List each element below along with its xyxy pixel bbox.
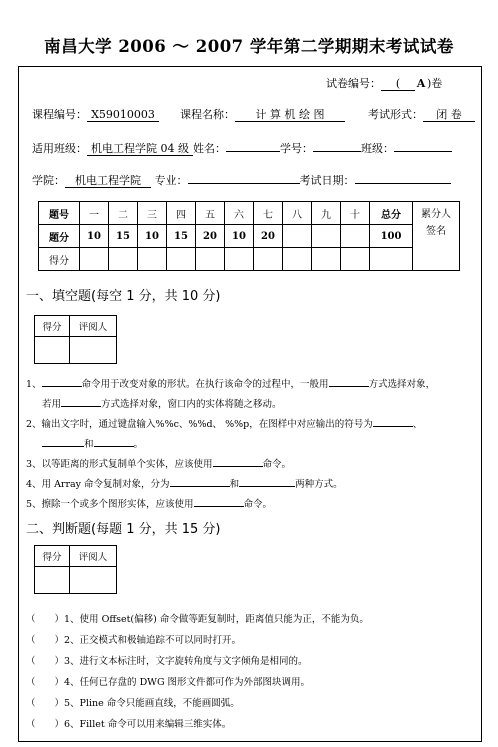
score-cell: 20: [196, 225, 225, 248]
score-row-question: [39, 202, 460, 225]
score-cell: 十: [341, 202, 370, 225]
course-no-label: 课程编号：: [32, 108, 87, 121]
q2-blank-3[interactable]: [94, 436, 134, 447]
question-5: [26, 496, 272, 510]
score-cell: 得分: [39, 248, 80, 271]
judge-item-4: （ ）4、任何已存盘的 DWG 图形文件都可作为外部图块调用。: [26, 677, 311, 688]
paper-version: A: [416, 77, 426, 90]
course-info-row: [32, 106, 475, 122]
q1-text-4: 方式选择对象，窗口内的实体将随之移动。: [101, 399, 282, 410]
section1-title: 一、填空题(每空 1 分，共 10 分): [26, 289, 221, 304]
q1-blank-2[interactable]: [329, 376, 369, 387]
score-cell: 总分: [370, 202, 413, 225]
q1-blank-1[interactable]: [42, 376, 82, 387]
grader-reviewer-field[interactable]: [70, 337, 117, 364]
q4-text-2: 和: [229, 479, 240, 490]
exam-form-label: 考试形式：: [368, 108, 423, 121]
q4-blank-2[interactable]: [239, 476, 295, 487]
section2-grader-table: [34, 545, 117, 594]
score-table: [38, 201, 460, 271]
college-label: 学院：: [32, 174, 65, 187]
student-no-label: 学号：: [280, 142, 313, 155]
signer-bottom: 签名: [426, 226, 446, 237]
major-field[interactable]: [188, 183, 300, 184]
grader-reviewer-field[interactable]: [70, 567, 117, 594]
class2-label: 班级：: [361, 142, 394, 155]
student-info-row: [32, 140, 452, 156]
major-label: 专业：: [154, 174, 188, 187]
q2-text-4: 。: [133, 439, 144, 450]
score-cell: 三: [138, 202, 167, 225]
score-input-cell[interactable]: [370, 248, 413, 271]
paper-number: [326, 75, 442, 91]
q4-blank-1[interactable]: [170, 476, 230, 487]
score-cell: 八: [283, 202, 312, 225]
grader-score-label: 得分: [35, 546, 70, 567]
q1-text-3: 若用: [42, 399, 62, 410]
name-field[interactable]: [226, 151, 280, 152]
score-cell: 15: [167, 225, 196, 248]
q2-text-3: 和: [84, 439, 94, 450]
student-no-field[interactable]: [313, 151, 361, 152]
college-value: 机电工程学院: [65, 174, 151, 188]
score-cell: 七: [254, 202, 283, 225]
judge-item-2: （ ）2、正交模式和极轴追踪不可以同时打开。: [26, 635, 242, 646]
class-value: 机电工程学院 04 级: [87, 142, 193, 156]
q3-text-2: 命令。: [262, 459, 292, 470]
score-cell: 五: [196, 202, 225, 225]
exam-form-value: 闭 卷: [423, 108, 475, 122]
judge-item-5: （ ）5、Pline 命令只能画直线，不能画圆弧。: [26, 698, 240, 709]
q5-text-1: 5、擦除一个或多个图形实体，应该使用: [26, 499, 194, 510]
question-1: [26, 376, 435, 390]
course-no-value: X59010003: [87, 108, 159, 122]
grader-score-label: 得分: [35, 316, 70, 337]
score-cell: [341, 225, 370, 248]
grader-score-field[interactable]: [35, 337, 70, 364]
grader-reviewer-label: 评阅人: [70, 316, 117, 337]
score-input-cell[interactable]: [138, 248, 167, 271]
q3-text-1: 3、以等距离的形式复制单个实体，应该使用: [26, 459, 213, 470]
section2-title: 二、判断题(每题 1 分，共 15 分): [26, 522, 221, 537]
exam-date-field[interactable]: [355, 183, 451, 184]
score-cell: 20: [254, 225, 283, 248]
class-label: 适用班级：: [32, 142, 87, 155]
score-input-cell[interactable]: [254, 248, 283, 271]
paper-number-open: (: [381, 77, 415, 91]
score-cell: 10: [138, 225, 167, 248]
q1-number: 1、: [26, 379, 42, 390]
grader-reviewer-label: 评阅人: [70, 546, 117, 567]
question-1-cont: [42, 396, 282, 410]
score-input-cell[interactable]: [225, 248, 254, 271]
q1-blank-3[interactable]: [61, 396, 101, 407]
college-info-row: [32, 172, 451, 188]
score-input-cell[interactable]: [341, 248, 370, 271]
exam-title: 南昌大学 2006 ～ 2007 学年第二学期期末考试试卷: [44, 37, 454, 56]
judge-item-3: （ ）3、进行文本标注时，文字旋转角度与文字倾角是相同的。: [26, 656, 308, 667]
question-2: [26, 416, 422, 430]
score-cell: 二: [109, 202, 138, 225]
course-name-value: 计 算 机 绘 图: [235, 108, 345, 122]
paper-number-close: )卷: [427, 77, 443, 90]
question-2-cont: [42, 436, 143, 450]
judge-item-6: （ ）6、Fillet 命令可以用来编辑三维实体。: [26, 719, 232, 730]
q2-text-1: 2、输出文字时，通过键盘输入%%c、%%d、 %%p，在图样中对应输出的符号为: [26, 419, 373, 430]
signer-top: 累分人: [421, 209, 451, 220]
grader-score-field[interactable]: [35, 567, 70, 594]
score-input-cell[interactable]: [167, 248, 196, 271]
q4-text-1: 4、用 Array 命令复制对象，分为: [26, 479, 170, 490]
q2-blank-2[interactable]: [42, 436, 84, 447]
score-cell: 15: [109, 225, 138, 248]
name-label: 姓名：: [193, 142, 226, 155]
question-4: [26, 476, 343, 490]
score-input-cell[interactable]: [80, 248, 109, 271]
q5-text-2: 命令。: [243, 499, 273, 510]
score-row-obtained: [39, 248, 460, 271]
question-3: [26, 456, 291, 470]
section1-grader-table: [34, 315, 117, 364]
score-cell: 一: [80, 202, 109, 225]
q2-text-2: 、: [412, 419, 423, 430]
q3-blank[interactable]: [213, 456, 263, 467]
q1-text-1: 命令用于改变对象的形状。在执行该命令的过程中，一般用: [81, 379, 329, 390]
class2-field[interactable]: [394, 151, 452, 152]
exam-date-label: 考试日期：: [299, 174, 355, 187]
score-cell: 六: [225, 202, 254, 225]
q4-text-3: 两种方式。: [295, 479, 343, 490]
score-cell: 10: [80, 225, 109, 248]
paper-number-label: 试卷编号：: [326, 77, 381, 90]
score-cell: 题分: [39, 225, 80, 248]
score-cell: 九: [312, 202, 341, 225]
score-cell: 题号: [39, 202, 80, 225]
q5-blank[interactable]: [194, 496, 244, 507]
score-input-cell[interactable]: [312, 248, 341, 271]
score-cell: 10: [225, 225, 254, 248]
score-row-points: [39, 225, 460, 248]
judge-item-1: （ ）1、使用 Offset(偏移) 命令做等距复制时，距离值只能为正，不能为负。: [26, 614, 369, 625]
q2-blank-1[interactable]: [373, 416, 413, 427]
score-cell: 四: [167, 202, 196, 225]
score-cell: [283, 225, 312, 248]
score-cell: 100: [370, 225, 413, 248]
q1-text-2: 方式选择对象，: [368, 379, 436, 390]
score-input-cell[interactable]: [109, 248, 138, 271]
score-input-cell[interactable]: [196, 248, 225, 271]
score-cell: [312, 225, 341, 248]
course-name-label: 课程名称：: [180, 108, 235, 121]
signer-cell: [413, 202, 460, 271]
score-input-cell[interactable]: [283, 248, 312, 271]
